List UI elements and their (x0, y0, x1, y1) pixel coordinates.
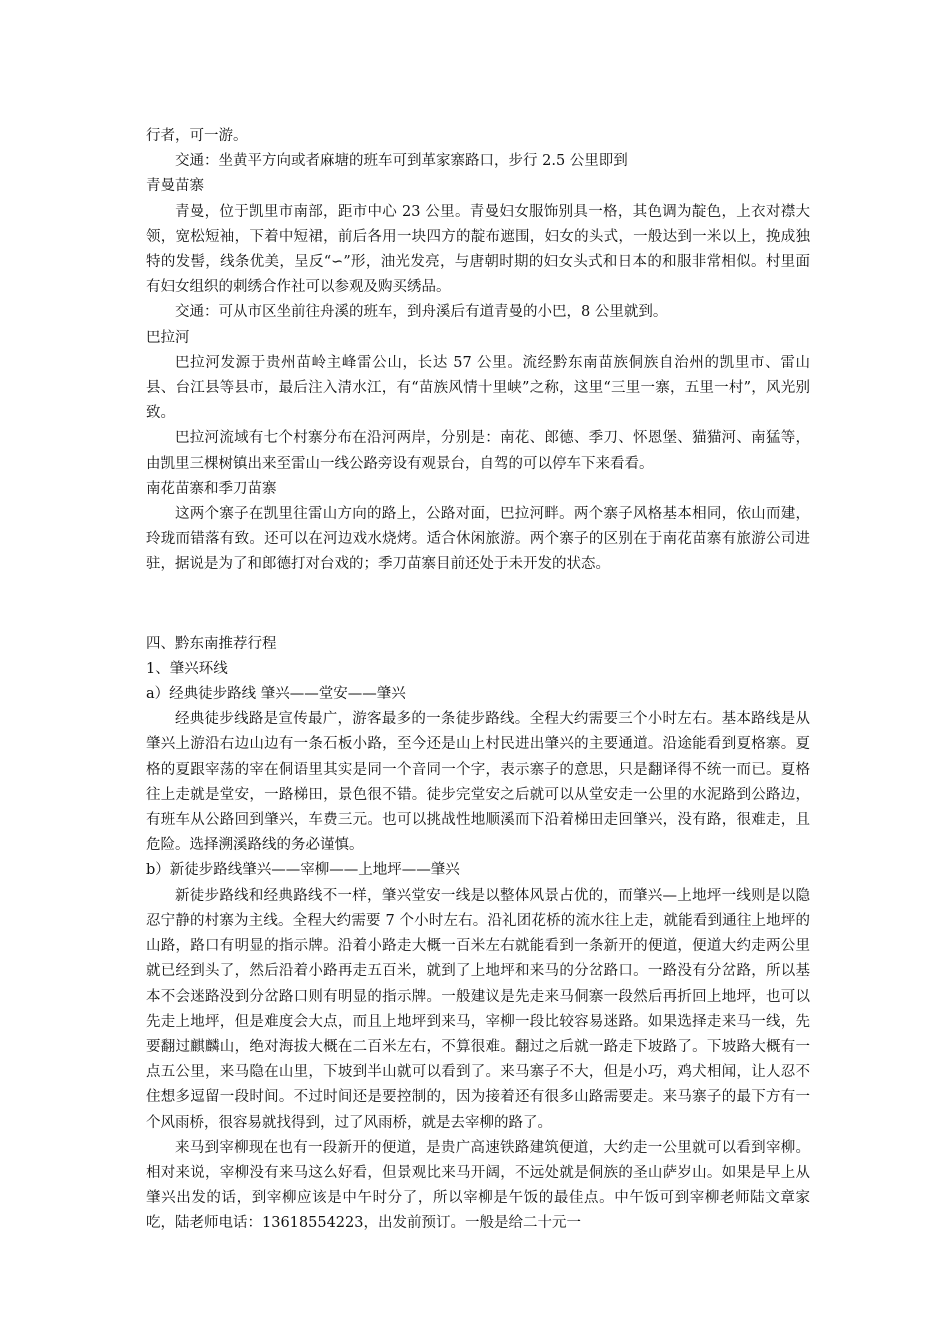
paragraph: 巴拉河发源于贵州苗岭主峰雷公山，长达 57 公里。流经黔东南苗族侗族自治州的凯里市、雷山县、台江县等县市，最后注入清水江，有“苗族风情十里峡”之称，这里“三里一寨，五里一村”，风光别致。 (146, 354, 810, 422)
paragraph: 巴拉河流域有七个村寨分布在沿河两岸，分别是：南花、郎德、季刀、怀恩堡、猫猫河、南猛等，由凯里三棵树镇出来至雷山一线公路旁设有观景台，自驾的可以停车下来看看。 (146, 430, 810, 472)
section-heading: 青曼苗寨 (146, 178, 204, 195)
paragraph: 这两个寨子在凯里往雷山方向的路上，公路对面，巴拉河畔。两个寨子风格基本相同，依山而建，玲珑而错落有致。还可以在河边戏水烧烤。适合休闲旅游。两个寨子的区别在于南花苗寨有旅游公司进驻，据说是为了和郎德打对台戏的；季刀苗寨目前还处于未开发的状态。 (146, 506, 810, 573)
section-heading: 四、黔东南推荐行程 (146, 635, 277, 652)
paragraph: 经典徒步线路是宣传最广，游客最多的一条徒步路线。全程大约需要三个小时左右。基本路线是从肇兴上游沿右边山边有一条石板小路，至今还是山上村民进出肇兴的主要通道。沿途能看到夏格寨。夏格的夏跟宰荡的宰在侗语里其实是同一个音同一个字，表示寨子的意思，只是翻译得不统一而已。夏格往上走就是堂安，一路梯田，景色很不错。徒步完堂安之后就可以从堂安走一公里的水泥路到公路边，有班车从公路回到肇兴，车费三元。也可以挑战性地顺溪而下沿着梯田走回肇兴，没有路，很难走，且危险。选择溯溪路线的务必谨慎。 (146, 711, 810, 854)
section-heading: a）经典徒步路线 肇兴——堂安——肇兴 (146, 686, 406, 703)
paragraph: 行者，可一游。 (146, 128, 248, 144)
paragraph: 新徒步路线和经典路线不一样，肇兴堂安一线是以整体风景占优的，而肇兴—上地坪一线则是以隐忍宁静的村寨为主线。全程大约需要 7 个小时左右。沿礼团花桥的流水往上走，就能看到通往上地坪的山路，路口有明显的指示牌。沿着小路走大概一百米左右就能看到一条新开的便道，便道大约走两公里就已经到头了，然后沿着小路再走五百米，就到了上地坪和来马的分岔路口。一路没有分岔路，所以基本不会迷路没到分岔路口则有明显的指示牌。一般建议是先走来马侗寨一段然后再折回上地坪，也可以先走上地坪，但是难度会大点，而且上地坪到来马，宰柳一段比较容易迷路。如果选择走来马一线，先要翻过麒麟山，绝对海拔大概在二百米左右，不算很难。翻过之后就一路走下坡路了。下坡路大概有一点五公里，来马隐在山里，下坡到半山就可以看到了。来马寨子不大，但是小巧，鸡犬相闻，让人忍不住想多逗留一段时间。不过时间还是要控制的，因为接着还有很多山路需要走。来马寨子的最下方有一个风雨桥，很容易就找得到，过了风雨桥，就是去宰柳的路了。 (146, 887, 810, 1131)
paragraph: 交通：可从市区坐前往舟溪的班车，到舟溪后有道青曼的小巴，8 公里就到。 (175, 304, 668, 321)
document-page (146, 124, 810, 1237)
section-heading: 南花苗寨和季刀苗寨 (146, 480, 277, 497)
paragraph: 交通：坐黄平方向或者麻塘的班车可到革家寨路口，步行 2.5 公里即到 (175, 153, 628, 170)
section-heading: 巴拉河 (146, 329, 190, 346)
paragraph: 青曼，位于凯里市南部，距市中心 23 公里。青曼妇女服饰别具一格，其色调为靛色，上衣对襟大领，宽松短袖，下着中短裙，前后各用一块四方的靛布遮围，妇女的头式，一般达到一米以上，挽成独特的发髻，线条优美，呈反“∽”形，油光发亮，与唐朝时期的妇女头式和日本的和服非常相似。村里面有妇女组织的刺绣合作社可以参观及购买绣品。 (146, 203, 810, 296)
section-heading: 1、肇兴环线 (146, 660, 228, 677)
blank-line (146, 592, 810, 617)
paragraph: 来马到宰柳现在也有一段新开的便道，是贵广高速铁路建筑便道，大约走一公里就可以看到宰柳。相对来说，宰柳没有来马这么好看，但景观比来马开阔，不远处就是侗族的圣山萨岁山。如果是早上从肇兴出发的话，到宰柳应该是中午时分了，所以宰柳是午饭的最佳点。中午饭可到宰柳老师陆文章家吃，陆老师电话：13618554223，出发前预订。一般是给二十元一 (146, 1139, 810, 1232)
section-heading: b）新徒步路线肇兴——宰柳——上地坪——肇兴 (146, 862, 460, 879)
